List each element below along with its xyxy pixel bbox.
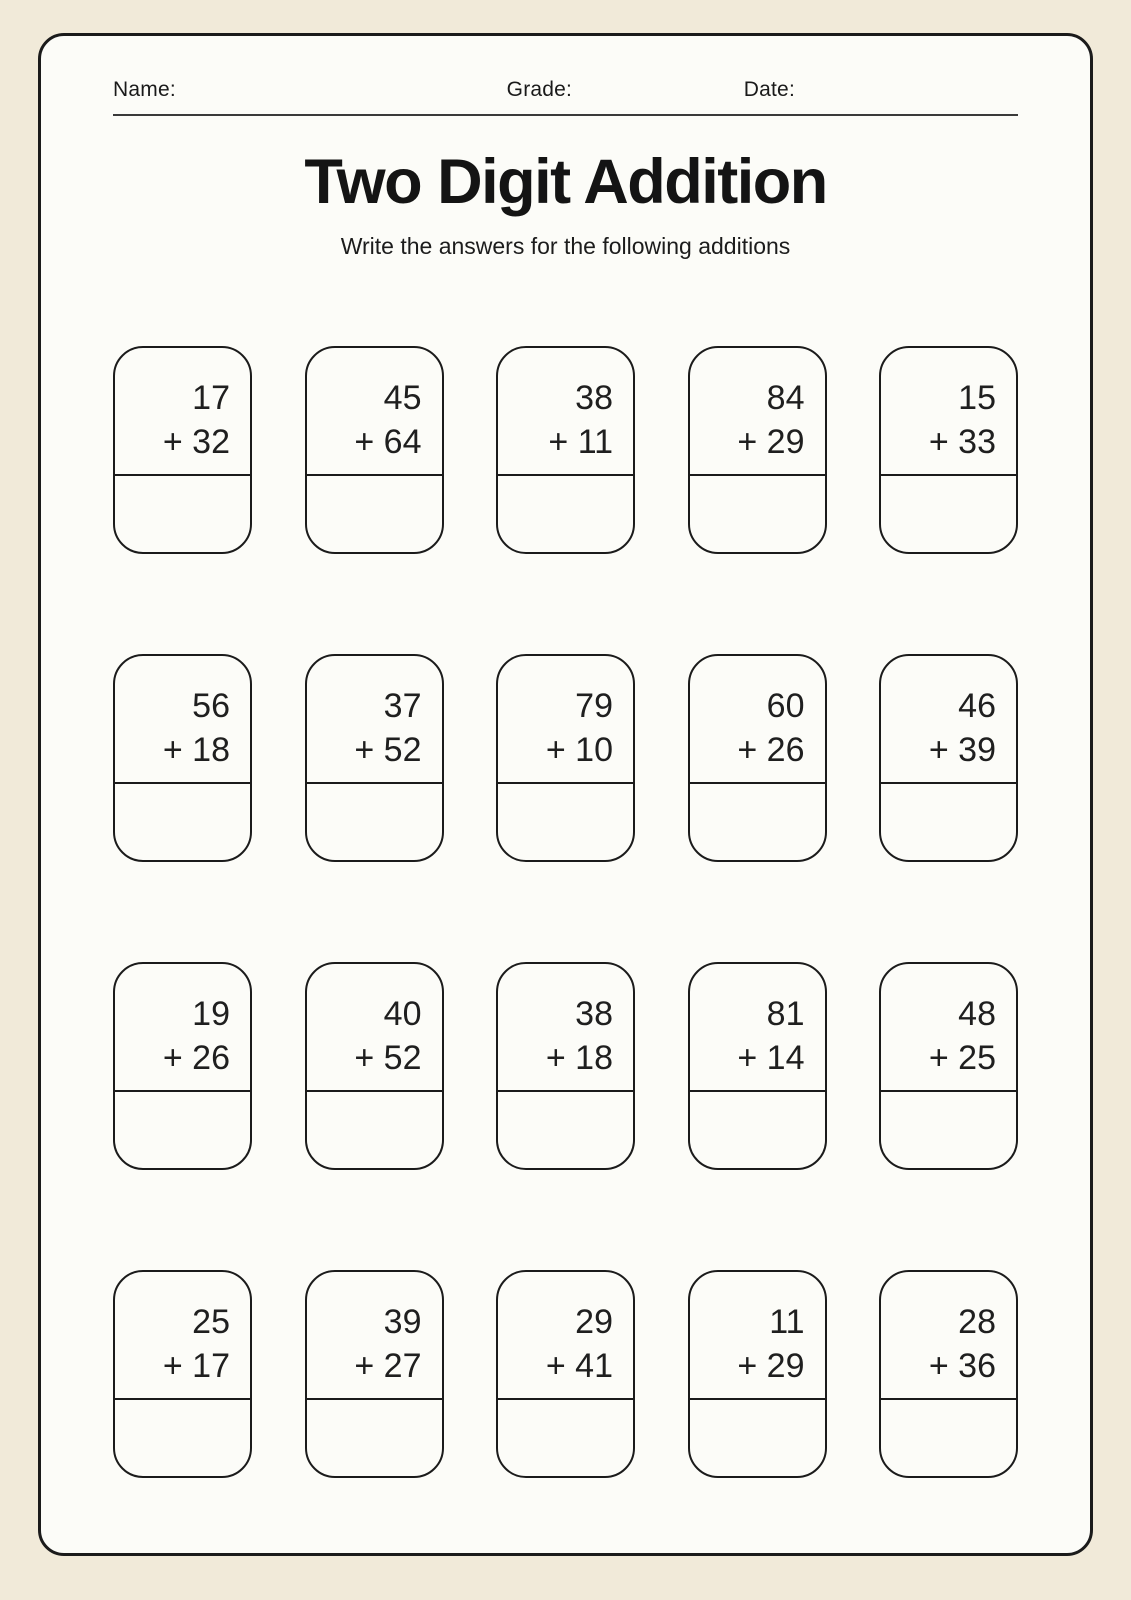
problem-operands — [881, 656, 1016, 784]
addend-bottom: + 18 — [545, 1039, 613, 1077]
addend-top: 11 — [769, 1303, 805, 1341]
problem-card — [879, 654, 1018, 862]
addend-top: 60 — [766, 687, 805, 725]
problem-operands — [690, 964, 825, 1092]
problem-card — [879, 1270, 1018, 1478]
addend-top: 29 — [575, 1303, 613, 1341]
addend-bottom: + 26 — [162, 1039, 230, 1077]
addend-top: 45 — [383, 379, 422, 417]
addend-top: 84 — [766, 379, 805, 417]
addend-top: 46 — [958, 687, 996, 725]
answer-box[interactable] — [690, 476, 825, 552]
addend-bottom: + 52 — [354, 1039, 422, 1077]
problem-card — [496, 1270, 635, 1478]
header-underline — [113, 114, 1018, 116]
answer-box[interactable] — [881, 784, 1016, 860]
problem-card — [879, 346, 1018, 554]
addend-bottom: + 14 — [737, 1039, 805, 1077]
problem-operands — [881, 348, 1016, 476]
problem-operands — [690, 1272, 825, 1400]
worksheet-header — [113, 78, 1018, 102]
answer-box[interactable] — [881, 1400, 1016, 1476]
addend-top: 37 — [383, 687, 422, 725]
problem-operands — [115, 1272, 250, 1400]
grade-label: Grade: — [506, 78, 573, 101]
addend-bottom: + 64 — [354, 423, 422, 461]
problem-card — [688, 962, 827, 1170]
addend-top: 15 — [958, 379, 996, 417]
addend-top: 40 — [383, 995, 422, 1033]
problem-operands — [881, 964, 1016, 1092]
addend-bottom: + 36 — [928, 1347, 996, 1385]
answer-box[interactable] — [307, 1092, 442, 1168]
problem-card — [113, 346, 252, 554]
problem-card — [113, 654, 252, 862]
problem-operands — [690, 656, 825, 784]
addend-top: 38 — [575, 995, 613, 1033]
answer-box[interactable] — [498, 1400, 633, 1476]
problem-card — [113, 962, 252, 1170]
answer-box[interactable] — [498, 784, 633, 860]
problem-card — [688, 1270, 827, 1478]
problem-operands — [307, 964, 442, 1092]
answer-box[interactable] — [690, 1400, 825, 1476]
addend-bottom: + 33 — [928, 423, 996, 461]
problem-card — [305, 654, 444, 862]
problem-operands — [498, 656, 633, 784]
addend-top: 25 — [192, 1303, 230, 1341]
answer-box[interactable] — [690, 784, 825, 860]
addend-bottom: + 17 — [162, 1347, 230, 1385]
problem-card — [688, 346, 827, 554]
addend-bottom: + 27 — [354, 1347, 422, 1385]
problem-card — [305, 962, 444, 1170]
answer-box[interactable] — [690, 1092, 825, 1168]
problem-operands — [498, 964, 633, 1092]
worksheet-page — [38, 33, 1093, 1556]
problem-operands — [115, 964, 250, 1092]
problem-card — [496, 346, 635, 554]
addend-top: 48 — [958, 995, 996, 1033]
problem-operands — [115, 348, 250, 476]
problem-operands — [498, 348, 633, 476]
problem-card — [113, 1270, 252, 1478]
addend-bottom: + 41 — [545, 1347, 613, 1385]
answer-box[interactable] — [498, 1092, 633, 1168]
answer-box[interactable] — [115, 476, 250, 552]
date-label: Date: — [743, 78, 795, 101]
problem-operands — [307, 1272, 442, 1400]
problem-operands — [498, 1272, 633, 1400]
addend-top: 17 — [192, 379, 230, 417]
answer-box[interactable] — [307, 476, 442, 552]
addend-bottom: + 29 — [737, 1347, 805, 1385]
addend-bottom: + 39 — [928, 731, 996, 769]
problem-card — [879, 962, 1018, 1170]
addend-top: 28 — [958, 1303, 996, 1341]
problem-operands — [881, 1272, 1016, 1400]
addend-top: 38 — [575, 379, 613, 417]
addend-top: 81 — [766, 995, 805, 1033]
problem-card — [496, 654, 635, 862]
addend-top: 39 — [383, 1303, 422, 1341]
addend-bottom: + 10 — [545, 731, 613, 769]
addend-top: 79 — [575, 687, 613, 725]
answer-box[interactable] — [307, 784, 442, 860]
problems-grid — [113, 346, 1018, 1478]
problem-operands — [690, 348, 825, 476]
problem-card — [305, 346, 444, 554]
problem-card — [688, 654, 827, 862]
problem-operands — [307, 656, 442, 784]
answer-box[interactable] — [881, 1092, 1016, 1168]
page-title: Two Digit Addition — [304, 147, 827, 217]
addend-top: 19 — [192, 995, 230, 1033]
page-subtitle: Write the answers for the following additions — [340, 233, 791, 259]
problem-operands — [307, 348, 442, 476]
problem-operands — [115, 656, 250, 784]
addend-bottom: + 32 — [162, 423, 230, 461]
answer-box[interactable] — [115, 1092, 250, 1168]
addend-bottom: + 29 — [737, 423, 805, 461]
answer-box[interactable] — [115, 1400, 250, 1476]
answer-box[interactable] — [881, 476, 1016, 552]
addend-bottom: + 52 — [354, 731, 422, 769]
addend-bottom: + 26 — [737, 731, 805, 769]
problem-card — [496, 962, 635, 1170]
problem-card — [305, 1270, 444, 1478]
addend-top: 56 — [192, 687, 230, 725]
name-label: Name: — [113, 78, 176, 101]
addend-bottom: + 11 — [548, 423, 613, 461]
answer-box[interactable] — [498, 476, 633, 552]
addend-bottom: + 18 — [162, 731, 230, 769]
addend-bottom: + 25 — [928, 1039, 996, 1077]
answer-box[interactable] — [307, 1400, 442, 1476]
answer-box[interactable] — [115, 784, 250, 860]
